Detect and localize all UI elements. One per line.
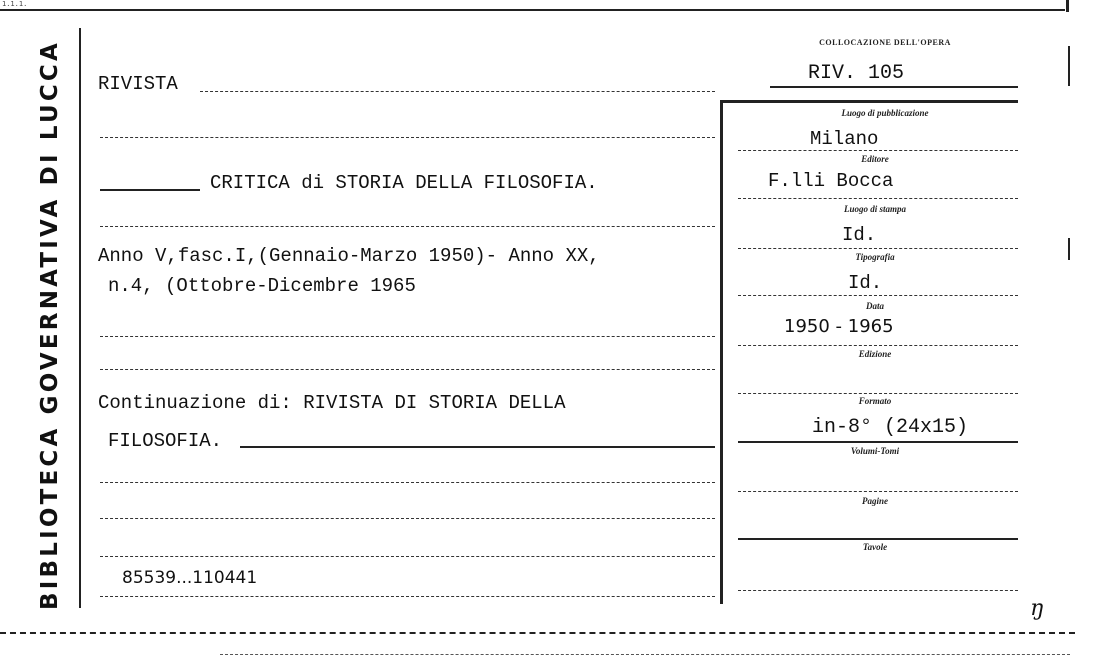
rule — [100, 482, 715, 483]
library-name: BIBLIOTECA GOVERNATIVA DI LUCCA — [37, 40, 63, 610]
inventory-numbers: 85539...110441 — [122, 568, 258, 588]
left-margin-rule — [79, 28, 81, 608]
handwritten-mark: ŋ — [1030, 596, 1045, 621]
collocation-underline — [770, 86, 1018, 88]
rule — [738, 345, 1018, 346]
bottom-edge — [220, 654, 1070, 655]
label-tavole: Tavole — [862, 542, 888, 552]
rule — [100, 137, 715, 138]
rule — [100, 596, 715, 597]
rule — [738, 491, 1018, 492]
rule — [100, 556, 715, 557]
value-editore: F.lli Bocca — [768, 170, 894, 192]
rule — [738, 538, 1018, 540]
value-luogo-stampa: Id. — [842, 224, 877, 246]
label-data: Data — [866, 301, 884, 311]
label-volumi-tomi: Volumi-Tomi — [850, 446, 900, 456]
collocation-value: RIV. 105 — [808, 62, 905, 85]
rule — [100, 336, 715, 337]
rule — [738, 248, 1018, 249]
volumes-line-1: Anno V,fasc.I,(Gennaio-Marzo 1950)- Anno XX, — [98, 245, 600, 267]
rule — [100, 369, 715, 370]
rule — [738, 295, 1018, 296]
continuation-line-1: Continuazione di: RIVISTA DI STORIA DELLA — [98, 392, 566, 414]
bottom-edge — [0, 632, 1075, 634]
rule — [100, 226, 715, 227]
volumes-line-2: n.4, (Ottobre-Dicembre 1965 — [108, 275, 416, 297]
label-tipografia: Tipografia — [855, 252, 895, 262]
journal-title: CRITICA di STORIA DELLA FILOSOFIA. — [210, 172, 598, 194]
right-edge-mark — [1068, 46, 1070, 86]
rule — [200, 91, 715, 92]
right-edge-mark — [1068, 238, 1070, 260]
rule — [100, 518, 715, 519]
continuation-line-2: FILOSOFIA. — [108, 430, 223, 452]
rule — [738, 590, 1018, 591]
box-top-rule — [720, 100, 1018, 103]
label-editore: Editore — [861, 154, 889, 164]
rule — [738, 198, 1018, 199]
value-tipografia: Id. — [848, 272, 883, 294]
rule — [240, 446, 715, 448]
label-edizione: Edizione — [858, 349, 892, 359]
label-luogo-pubblicazione: Luogo di pubblicazione — [841, 108, 929, 118]
label-pagine: Pagine — [862, 496, 888, 506]
top-border — [0, 9, 1065, 11]
collocation-label: COLLOCAZIONE DELL'OPERA — [819, 38, 951, 47]
rule — [738, 393, 1018, 394]
top-scribble: 1.1.1. — [2, 0, 28, 8]
label-formato: Formato — [858, 396, 892, 406]
publication-type: RIVISTA — [98, 73, 178, 95]
value-data: 1950 - 1965 — [784, 316, 894, 337]
box-left-rule — [720, 100, 723, 604]
value-formato: in-8° (24x15) — [812, 416, 969, 439]
label-luogo-stampa: Luogo di stampa — [843, 204, 906, 214]
right-edge-mark — [1066, 0, 1069, 12]
title-underline — [100, 189, 200, 191]
rule — [738, 150, 1018, 151]
value-luogo-pubblicazione: Milano — [810, 128, 879, 150]
rule — [738, 441, 1018, 443]
